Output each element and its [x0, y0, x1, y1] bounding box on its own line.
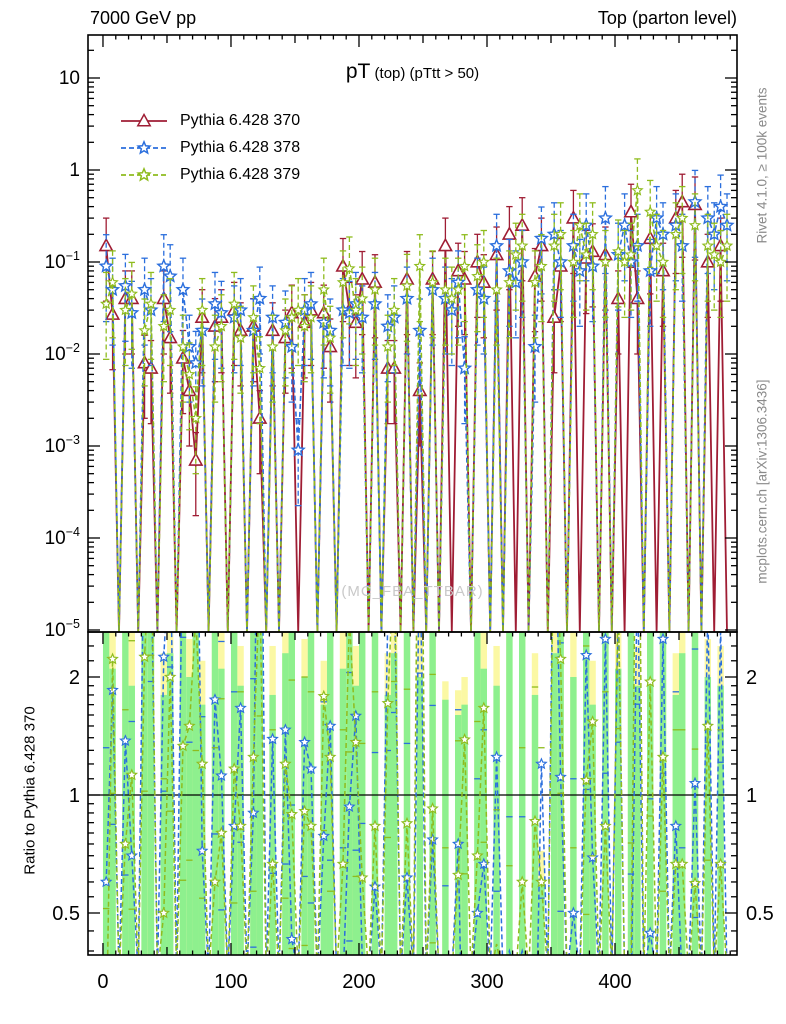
ratio-y-tick-label-left: 2 — [68, 667, 80, 689]
legend-item-370 — [118, 107, 300, 134]
main-y-tick-label: $10^{-5}$ — [44, 617, 80, 641]
mcplots-credit-note: mcplots.cern.ch [arXiv:1306.3436] — [754, 379, 770, 584]
legend-marker-378 — [118, 138, 170, 158]
legend-item-379 — [118, 161, 300, 188]
legend-label-379: Pythia 6.428 379 — [180, 165, 301, 183]
plot-title-main: pT — [345, 60, 371, 83]
ratio-y-tick-label-left: 0.5 — [52, 903, 80, 925]
main-y-tick-label: $10^{-3}$ — [44, 433, 80, 457]
plot-title-sub: (top) (pTtt > 50) — [370, 65, 480, 82]
legend-label-378: Pythia 6.428 378 — [180, 138, 301, 156]
x-tick-label: 0 — [97, 971, 109, 993]
main-y-tick-label: $10^{-2}$ — [44, 341, 80, 365]
main-y-tick-labels — [45, 68, 80, 641]
x-tick-label: 300 — [470, 971, 504, 993]
legend-marker-370 — [118, 111, 170, 131]
analysis-label: Top (parton level) — [597, 8, 737, 28]
legend-marker-379 — [118, 165, 170, 185]
watermark: (MC_FBA_TTBAR) — [341, 583, 484, 600]
beam-energy-label: 7000 GeV pp — [90, 8, 197, 28]
rivet-version-note: Rivet 4.1.0, ≥ 100k events — [754, 87, 770, 244]
legend — [118, 107, 300, 188]
x-tick-label: 100 — [214, 971, 248, 993]
x-axis-tick-labels — [97, 971, 631, 993]
ratio-y-tick-label-right: 2 — [746, 667, 758, 689]
x-tick-label: 400 — [598, 971, 632, 993]
ratio-y-tick-label-left: 1 — [68, 785, 80, 807]
ratio-y-tick-label-right: 0.5 — [746, 903, 774, 925]
main-y-tick-label: 10 — [58, 68, 80, 89]
plot-title — [88, 60, 737, 84]
main-y-tick-label: 1 — [69, 160, 80, 181]
legend-item-378 — [118, 134, 300, 161]
main-y-tick-label: $10^{-4}$ — [44, 525, 80, 549]
main-y-tick-label: $10^{-1}$ — [44, 249, 80, 273]
legend-label-370: Pythia 6.428 370 — [180, 111, 301, 129]
ratio-bands — [103, 633, 724, 956]
ratio-y-tick-label-right: 1 — [746, 785, 758, 807]
x-tick-label: 200 — [342, 971, 376, 993]
ratio-axis-label: Ratio to Pythia 6.428 370 — [21, 706, 39, 875]
